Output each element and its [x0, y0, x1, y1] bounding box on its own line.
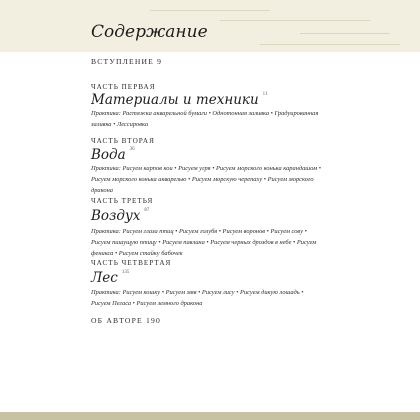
section-page-number: 36: [129, 147, 135, 152]
part-label-4: ЧАСТЬ ЧЕТВЕРТАЯ: [91, 259, 172, 267]
decorative-footer-band: [0, 412, 420, 420]
section-page-number: 87: [144, 208, 150, 213]
practice-list-1: Практика: Растяжка акварельной бумаги • Однотонная заливка • Градуированная заливка • Лессировка: [91, 110, 319, 128]
decorative-header-band: [0, 0, 420, 52]
page-title: Содержание: [91, 22, 208, 42]
section-title-text: Лес: [91, 270, 118, 286]
section-title-text: Материалы и техники: [91, 92, 259, 108]
section-page-number: 11: [262, 92, 268, 97]
intro-entry: ВСТУПЛЕНИЕ 9: [91, 57, 163, 66]
part-label-3: ЧАСТЬ ТРЕТЬЯ: [91, 197, 154, 205]
practice-list-2: Практика: Рисуем карпов кои • Рисуем угря • Рисуем морского конька карандашом • Рисуем морского конька акварелью • Рисуем морскую черепаху • Рисуем морского дракона: [91, 165, 321, 194]
section-title-text: Вода: [91, 147, 126, 163]
about-author-entry: ОБ АВТОРЕ 190: [91, 316, 161, 325]
section-title-4: [91, 270, 129, 286]
part-label-1: ЧАСТЬ ПЕРВАЯ: [91, 83, 156, 91]
practice-list-3: Практика: Рисуем глаза птиц • Рисуем голубя • Рисуем воронов • Рисуем сову • Рисуем пишущую птицу • Рисуем павлина • Рисуем черных дроздов в небе • Рисуем феникса • Рисуем стайку бабочек: [91, 228, 317, 257]
section-title-1: [91, 92, 268, 108]
section-title-3: [91, 208, 149, 224]
section-title-2: [91, 147, 135, 163]
section-page-number: 135: [121, 270, 130, 275]
practice-list-4: Практика: Рисуем кошку • Рисуем мяв • Рисуем лису • Рисуем дикую лошадь • Рисуем Пегаса • Рисуем земного дракона: [91, 289, 304, 307]
part-label-2: ЧАСТЬ ВТОРАЯ: [91, 137, 155, 145]
section-title-text: Воздух: [91, 208, 141, 224]
